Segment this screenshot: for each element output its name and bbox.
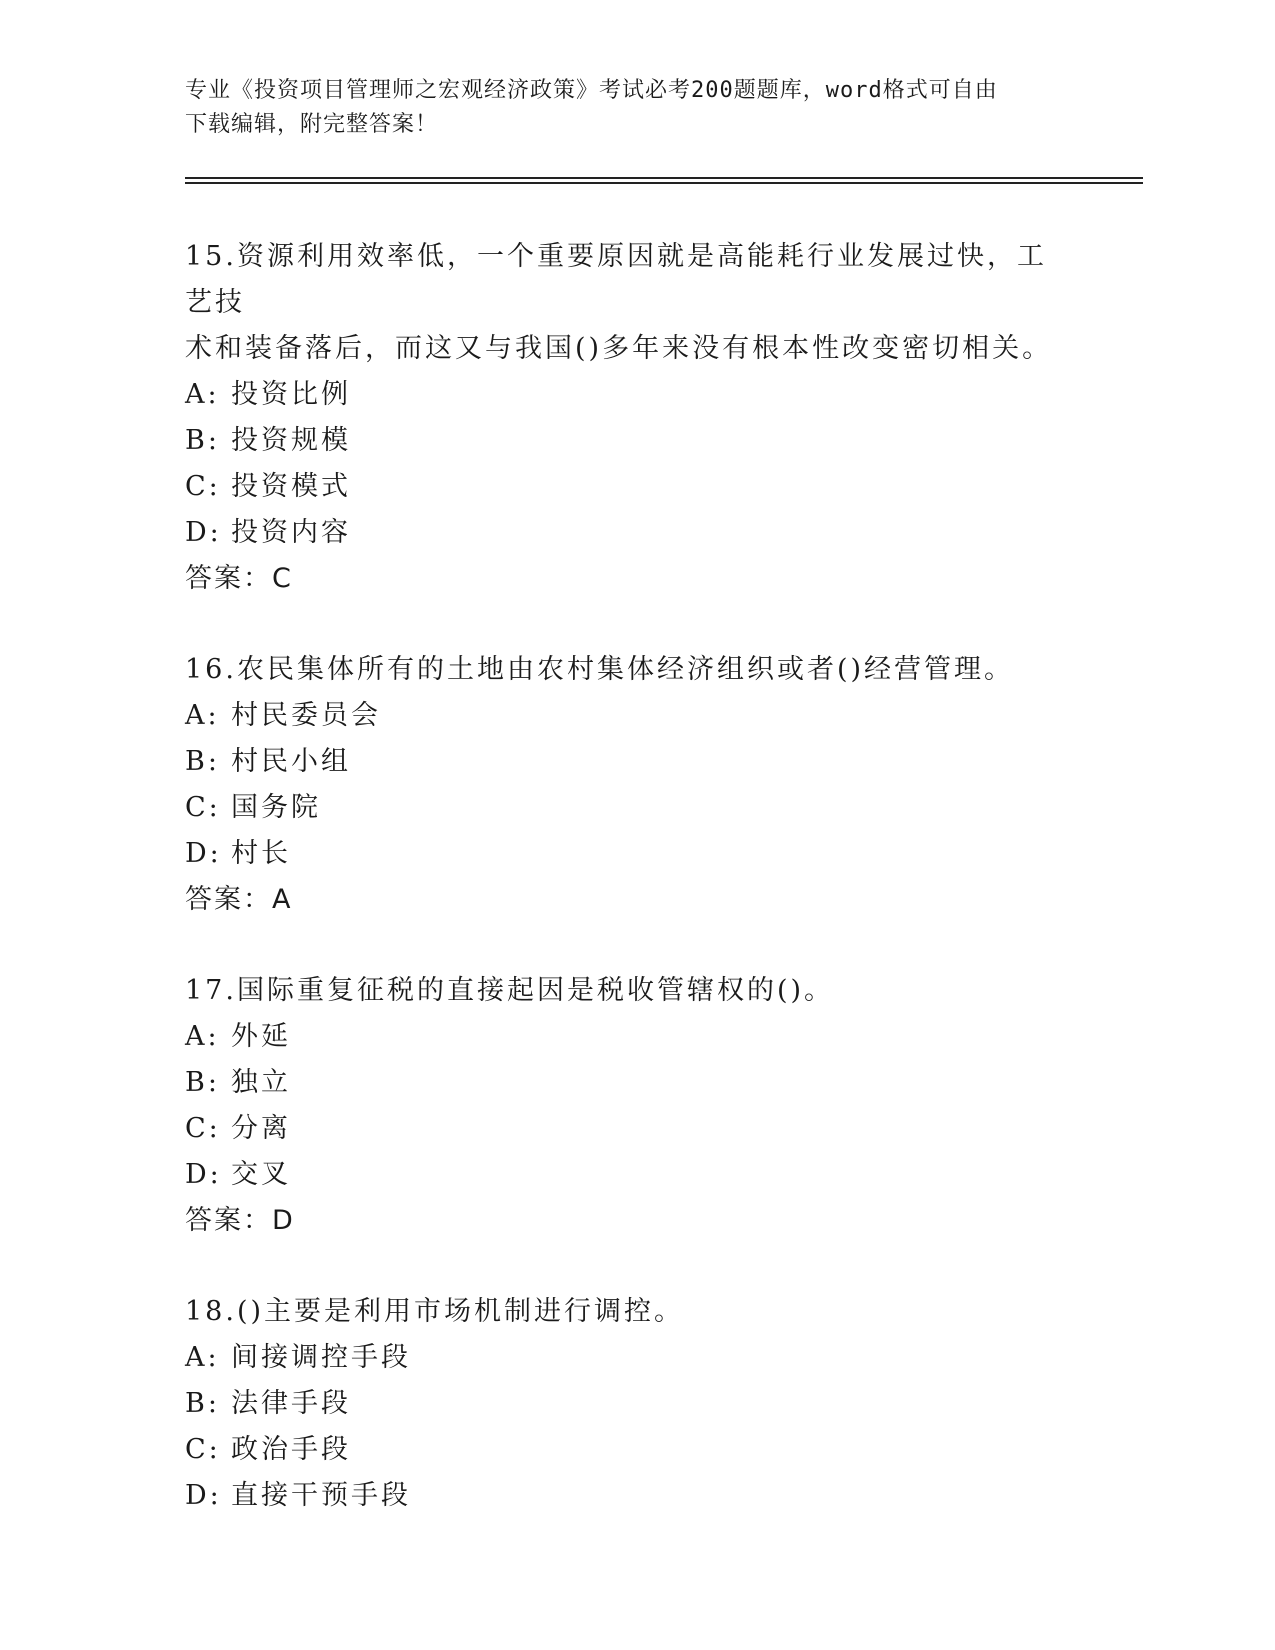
option-c: [185, 785, 1065, 831]
option-text: 外延: [231, 1021, 291, 1052]
option-d: [185, 510, 1065, 556]
option-b: [185, 1381, 1065, 1427]
question-stem: [185, 234, 1065, 372]
option-a: [185, 1335, 1065, 1381]
option-d: [185, 1473, 1065, 1519]
option-text: 投资比例: [231, 379, 351, 410]
option-text: 独立: [231, 1067, 291, 1098]
answer-line: [185, 1198, 1065, 1244]
answer-label: 答案：: [185, 884, 272, 915]
option-text: 直接干预手段: [231, 1480, 411, 1511]
option-letter: A:: [185, 379, 220, 410]
document-header: [185, 74, 1065, 142]
option-text: 村长: [231, 838, 291, 869]
option-text: 投资模式: [231, 471, 351, 502]
option-letter: C:: [185, 1113, 221, 1144]
answer-value: C: [272, 563, 293, 594]
answer-label: 答案：: [185, 1205, 272, 1236]
option-letter: C:: [185, 792, 221, 823]
option-letter: B:: [185, 1067, 220, 1098]
option-letter: C:: [185, 471, 221, 502]
option-letter: B:: [185, 1388, 220, 1419]
answer-value: D: [272, 1205, 295, 1236]
option-text: 间接调控手段: [231, 1342, 411, 1373]
option-text: 分离: [231, 1113, 291, 1144]
question-list: [185, 234, 1065, 1564]
option-c: [185, 1427, 1065, 1473]
option-letter: D:: [185, 517, 222, 548]
option-letter: A:: [185, 1342, 220, 1373]
option-a: [185, 372, 1065, 418]
option-letter: D:: [185, 1159, 222, 1190]
question-stem: [185, 1289, 1065, 1335]
option-b: [185, 418, 1065, 464]
answer-line: [185, 556, 1065, 602]
question-stem-line: 术和装备落后，而这又与我国()多年来没有根本性改变密切相关。: [185, 333, 1053, 364]
option-text: 法律手段: [231, 1388, 351, 1419]
option-text: 国务院: [231, 792, 321, 823]
header-divider-top: [185, 177, 1143, 179]
header-line-1: 专业《投资项目管理师之宏观经济政策》考试必考200题题库，word格式可自由: [185, 78, 998, 103]
option-text: 投资内容: [231, 517, 351, 548]
option-letter: A:: [185, 1021, 220, 1052]
question-16: [185, 647, 1065, 923]
option-letter: D:: [185, 1480, 222, 1511]
option-d: [185, 831, 1065, 877]
option-text: 政治手段: [231, 1434, 351, 1465]
option-letter: C:: [185, 1434, 221, 1465]
option-a: [185, 1014, 1065, 1060]
option-letter: B:: [185, 425, 220, 456]
option-letter: B:: [185, 746, 220, 777]
answer-line: [185, 877, 1065, 923]
option-a: [185, 693, 1065, 739]
option-text: 村民委员会: [231, 700, 381, 731]
option-text: 村民小组: [231, 746, 351, 777]
question-stem-line: 15.资源利用效率低，一个重要原因就是高能耗行业发展过快，工艺技: [185, 241, 1047, 318]
question-15: [185, 234, 1065, 602]
question-stem-line: 18.()主要是利用市场机制进行调控。: [185, 1296, 685, 1327]
answer-label: 答案：: [185, 563, 272, 594]
option-c: [185, 464, 1065, 510]
option-b: [185, 739, 1065, 785]
question-stem-line: 17.国际重复征税的直接起因是税收管辖权的()。: [185, 975, 835, 1006]
question-18: [185, 1289, 1065, 1519]
question-stem-line: 16.农民集体所有的土地由农村集体经济组织或者()经营管理。: [185, 654, 1015, 685]
option-letter: D:: [185, 838, 222, 869]
option-c: [185, 1106, 1065, 1152]
option-b: [185, 1060, 1065, 1106]
question-stem: [185, 647, 1065, 693]
header-line-2: 下载编辑，附完整答案！: [185, 112, 439, 137]
question-17: [185, 968, 1065, 1244]
option-letter: A:: [185, 700, 220, 731]
option-text: 投资规模: [231, 425, 351, 456]
answer-value: A: [272, 884, 293, 915]
option-text: 交叉: [231, 1159, 291, 1190]
header-divider-bottom: [185, 182, 1143, 184]
question-stem: [185, 968, 1065, 1014]
option-d: [185, 1152, 1065, 1198]
